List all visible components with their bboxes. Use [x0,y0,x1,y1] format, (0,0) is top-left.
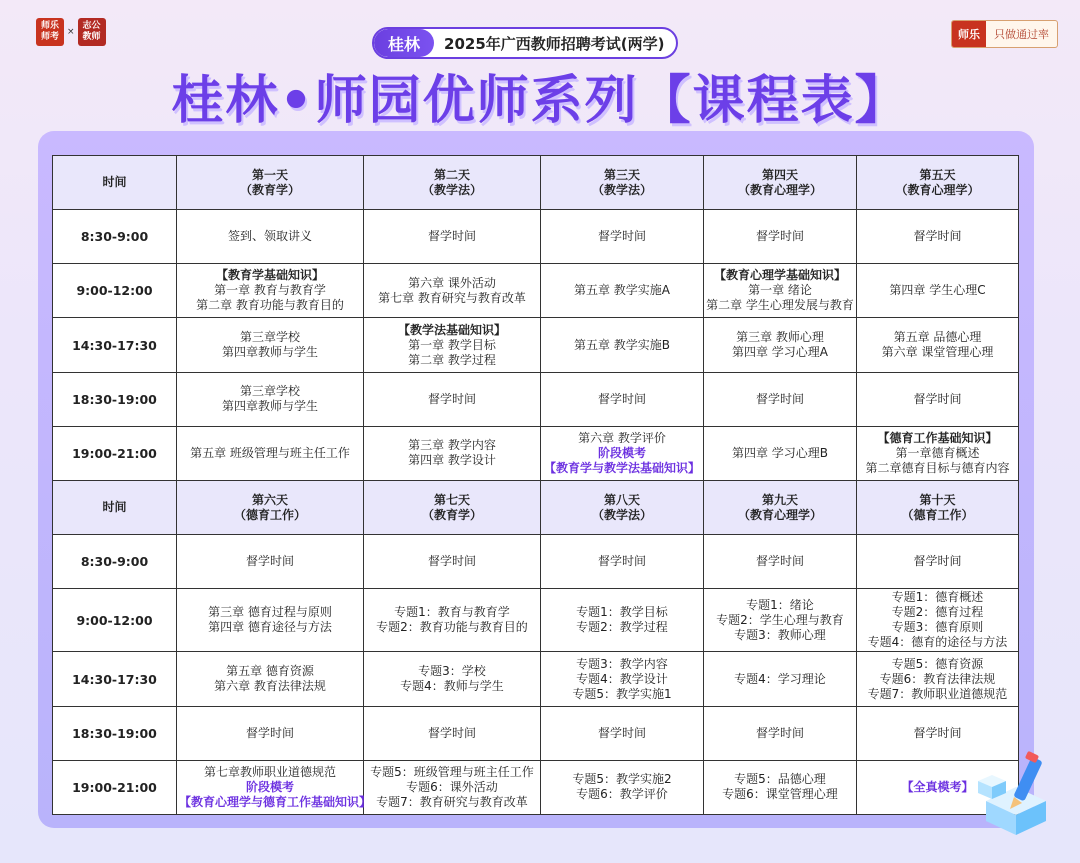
cell-line: 第六章 课堂管理心理 [881,345,994,360]
table-row [53,372,1019,426]
cell-line: 第五章 班级管理与班主任工作 [190,445,350,460]
table-row [53,426,1019,480]
day-header [704,156,857,210]
partner-logos [36,18,106,46]
day-subject: （教育心理学） [895,182,980,197]
day-header [857,156,1019,210]
cell-line: 专题5：品德心理 [734,772,826,787]
time-slot: 8:30-9:00 [53,210,177,264]
schedule-cell [704,535,857,589]
exam-pill [372,27,678,59]
cell-line: 阶段模考 [245,779,294,794]
schedule-cell [704,372,857,426]
day-name: 第九天 [761,492,798,507]
cell-line: 专题5：教学实施2 [572,772,672,787]
schedule-cell [857,264,1019,318]
time-slot: 14:30-17:30 [53,318,177,372]
schedule-cell [177,264,364,318]
schedule-cell [857,652,1019,706]
day-header [541,480,704,534]
cell-line: 专题6：课堂管理心理 [722,787,838,802]
schedule-cell [541,318,704,372]
day-subject: （德育工作） [233,507,306,522]
cell-line: 第四章 德育途径与方法 [208,620,332,635]
schedule-cell [541,535,704,589]
day-header [177,156,364,210]
cell-line: 第五章 品德心理 [893,330,982,345]
table-row [53,535,1019,589]
cell-line: 第七章 教育研究与教育改革 [378,290,526,305]
cell-line: 第五章 德育资源 [226,664,314,679]
day-header [704,480,857,534]
cell-line: 专题1：德育概述 [891,590,984,605]
cell-line: 专题5：教学实施1 [572,686,672,701]
day-header [857,480,1019,534]
cell-line: 【教育学基础知识】 [215,268,324,283]
schedule-cell [704,706,857,760]
cell-line: 专题4：教学设计 [576,671,668,686]
cell-line: 第三章学校 [239,384,300,399]
cell-line: 第六章 教学评价 [578,430,666,445]
time-slot: 9:00-12:00 [53,589,177,652]
day-name: 第八天 [603,492,640,507]
cell-line: 专题6：教学评价 [576,787,668,802]
cell-line: 【德育工作基础知识】 [877,430,998,445]
cell-line: 督学时间 [597,554,646,569]
cell-line: 【教育学与教学法基础知识】 [543,460,700,475]
schedule-cell [541,760,704,814]
cell-line: 督学时间 [245,554,294,569]
brand-name: 师乐 [952,21,986,47]
brand-slogan: 只做通过率 [994,28,1049,41]
cell-line: 第二章 教学过程 [408,352,496,367]
pencil-blocks-icon [976,751,1062,841]
cell-line: 专题2：教学过程 [576,620,668,635]
day-name: 第三天 [603,167,640,182]
schedule-cell [177,589,364,652]
schedule-cell [177,372,364,426]
cell-line: 第四章 学习心理A [731,345,829,360]
cell-line: 第六章 教育法律法规 [214,679,326,694]
time-column-header: 时间 [53,480,177,534]
shile-logo-line2: 师考 [40,32,59,42]
cell-line: 专题6：课外活动 [406,779,498,794]
time-slot: 19:00-21:00 [53,426,177,480]
cell-line: 督学时间 [913,554,962,569]
schedule-cell [704,264,857,318]
cell-line: 督学时间 [755,229,804,244]
day-name: 第五天 [919,167,956,182]
schedule-cell [177,210,364,264]
time-slot: 14:30-17:30 [53,652,177,706]
time-slot: 18:30-19:00 [53,706,177,760]
schedule-cell [857,589,1019,652]
day-subject: （德育工作） [901,507,974,522]
cell-line: 第一章 绪论 [748,283,812,298]
day-name: 第一天 [251,167,288,182]
schedule-cell [704,210,857,264]
schedule-cell [364,760,541,814]
day-name: 第六天 [251,492,288,507]
schedule-cell [364,535,541,589]
schedule-cell [177,760,372,814]
cell-line: 第四章教师与学生 [221,345,318,360]
schedule-cell [857,372,1019,426]
table-row [53,760,1019,814]
day-header [541,156,704,210]
day-header [364,156,541,210]
zhigong-logo-line1: 志公 [82,21,101,31]
time-slot: 19:00-21:00 [53,760,177,814]
city-label: 桂林 [374,29,434,57]
schedule-cell [177,652,364,706]
cell-line: 专题7：教师职业道德规范 [867,686,1008,701]
cell-line: 督学时间 [755,391,804,406]
page-title: 桂林•师园优师系列【课程表】 [171,71,909,131]
schedule-cell [364,210,541,264]
schedule-cell [541,372,704,426]
time-slot: 18:30-19:00 [53,372,177,426]
cell-line: 专题1：教学目标 [576,605,668,620]
cell-line: 【教学法基础知识】 [397,322,506,337]
cell-line: 专题2：教育功能与教育目的 [376,620,528,635]
shile-logo [36,18,64,46]
day-subject: （教学法） [591,507,652,522]
schedule-cell [857,426,1019,480]
cell-line: 督学时间 [427,229,476,244]
cell-line: 督学时间 [597,725,646,740]
cell-line: 第二章 学生心理发展与教育 [706,298,854,313]
schedule-cell [364,318,541,372]
cell-line: 督学时间 [913,229,962,244]
day-header [177,480,364,534]
cell-line: 督学时间 [597,391,646,406]
schedule-cell [857,535,1019,589]
cell-line: 第七章教师职业道德规范 [203,764,336,779]
schedule-cell [857,318,1019,372]
schedule-table [52,155,1019,815]
cell-line: 第三章 教学内容 [408,438,496,453]
day-subject: （教学法） [421,182,482,197]
cell-line: 第一章 教学目标 [408,337,496,352]
cell-line: 专题5：德育资源 [891,656,984,671]
cell-line: 第四章 学习心理B [731,445,829,460]
schedule-cell [541,210,704,264]
time-slot: 9:00-12:00 [53,264,177,318]
cell-line: 第四章教师与学生 [221,399,318,414]
cell-line: 专题2：学生心理与教育 [716,612,844,627]
cell-line: 第六章 课外活动 [408,275,496,290]
schedule-cell [704,760,857,814]
shile-logo-line1: 师乐 [40,21,59,31]
cell-line: 督学时间 [427,391,476,406]
cell-line: 第二章 教育功能与教育目的 [196,298,344,313]
schedule-cell [704,318,857,372]
schedule-cell [177,535,364,589]
day-subject: （教育学） [421,507,482,522]
schedule-cell [177,706,364,760]
schedule-cell [704,589,857,652]
table-row [53,589,1019,652]
table-row [53,318,1019,372]
cell-line: 专题2：德育过程 [891,605,984,620]
cell-line: 第四章 学生心理C [889,283,986,298]
schedule-cell [704,652,857,706]
cell-line: 督学时间 [755,554,804,569]
cell-line: 专题3：德育原则 [891,620,984,635]
schedule-cell [364,589,541,652]
cell-line: 第三章 教师心理 [736,330,824,345]
cell-line: 督学时间 [427,554,476,569]
cell-line: 第一章德育概述 [895,445,980,460]
table-row [53,706,1019,760]
table-row [53,210,1019,264]
day-name: 第七天 [433,492,470,507]
zhigong-logo-line2: 教师 [82,32,101,42]
cell-line: 专题3：教学内容 [576,656,668,671]
cell-line: 第五章 教学实施A [573,283,671,298]
cell-line: 第三章 德育过程与原则 [208,605,332,620]
day-subject: （教育学） [239,182,300,197]
schedule-cell [541,264,704,318]
cell-line: 【全真模考】 [901,779,974,794]
week2-header-row [53,480,1019,534]
brand-slogan-logo [951,20,1058,48]
cell-line: 督学时间 [245,725,294,740]
cell-line: 第四章 教学设计 [408,453,496,468]
schedule-cell [364,372,541,426]
cell-line: 第三章学校 [239,330,300,345]
week1-header-row [53,156,1019,210]
day-subject: （教学法） [591,182,652,197]
cell-line: 督学时间 [755,725,804,740]
cell-line: 【教育心理学与德育工作基础知识】 [179,794,372,809]
cell-line: 督学时间 [913,391,962,406]
schedule-cell [364,426,541,480]
cell-line: 督学时间 [913,725,962,740]
day-name: 第四天 [761,167,798,182]
cell-line: 专题4：德育的途径与方法 [867,635,1008,650]
cell-line: 阶段模考 [597,445,646,460]
cell-line: 专题5：班级管理与班主任工作 [370,764,534,779]
table-row [53,264,1019,318]
day-subject: （教育心理学） [737,182,822,197]
cell-line: 第一章 教育与教育学 [214,283,326,298]
time-column-header: 时间 [53,156,177,210]
schedule-cell [364,706,541,760]
schedule-cell [364,652,541,706]
cell-line: 专题1：教育与教育学 [394,605,510,620]
exam-label: 2025年广西教师招聘考试(两学) [444,34,665,53]
schedule-cell [541,706,704,760]
schedule-cell [541,589,704,652]
schedule-cell [177,318,364,372]
cell-line: 签到、领取讲义 [227,229,312,244]
schedule-cell [541,426,704,480]
schedule-cell [541,652,704,706]
cell-line: 专题7：教育研究与教育改革 [376,794,528,809]
schedule-cell [857,210,1019,264]
cell-line: 督学时间 [427,725,476,740]
cell-line: 第五章 教学实施B [573,337,671,352]
cell-line: 专题6：教育法律法规 [879,671,996,686]
cell-line: 专题4：教师与学生 [400,679,504,694]
zhigong-logo [78,18,106,46]
day-name: 第二天 [433,167,470,182]
cell-line: 第二章德育目标与德育内容 [865,460,1010,475]
cell-line: 专题4：学习理论 [734,671,826,686]
cell-line: 【教育心理学基础知识】 [713,268,846,283]
day-header [364,480,541,534]
cell-line: 专题3：教师心理 [734,627,826,642]
cell-line: 督学时间 [597,229,646,244]
schedule-cell [704,426,857,480]
day-name: 第十天 [919,492,956,507]
cell-line: 专题1：绪论 [746,597,814,612]
time-slot: 8:30-9:00 [53,535,177,589]
times-sign: × [67,27,75,37]
table-row [53,652,1019,706]
schedule-cell [364,264,541,318]
schedule-cell [177,426,364,480]
cell-line: 专题3：学校 [418,664,486,679]
day-subject: （教育心理学） [737,507,822,522]
